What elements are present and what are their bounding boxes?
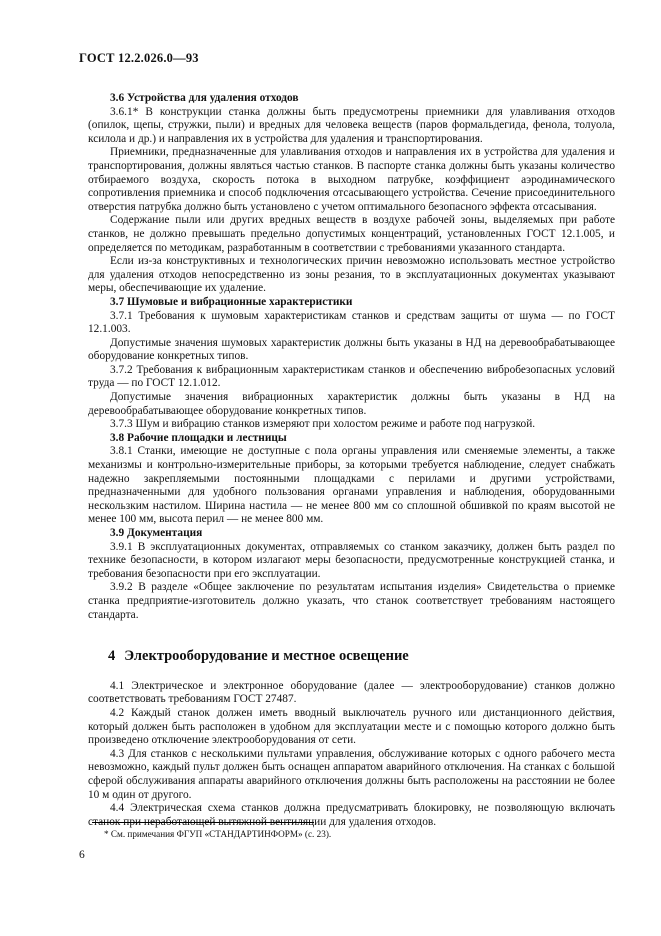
- footnote: * См. примечания ФГУП «СТАНДАРТИНФОРМ» (с. 23).: [104, 829, 332, 839]
- section-heading: 3.6 Устройства для удаления отходов: [110, 92, 299, 104]
- paragraph: 4.4 Электрическая схема станков должна предусматривать блокировку, не позволяющую включать станок при неработающей вытяжной вентиляции для удаления отходов.: [88, 802, 615, 828]
- section-heading: 3.7 Шумовые и вибрационные характеристики: [110, 295, 353, 308]
- paragraph: 3.9.2 В разделе «Общее заключение по результатам испытания изделия» Свидетельства о приемке станка предприятие-изготовитель должно указать, что станок соответствует требованиям настоящего стандарта.: [88, 581, 615, 621]
- section-heading: 3.8 Рабочие площадки и лестницы: [110, 431, 287, 444]
- section-heading: 3.9 Документация: [110, 527, 203, 539]
- chapter-number: 4: [108, 648, 116, 665]
- paragraph: 4.2 Каждый станок должен иметь вводный выключатель ручного или дистанционного действия, который должен быть расположен в удобном для эксплуатации месте и с помощью которого должно быть произведено отключение электрооборудования от сети.: [88, 706, 615, 747]
- paragraph: Допустимые значения шумовых характеристик должны быть указаны в НД на деревообрабатывающее оборудование конкретных типов.: [88, 336, 615, 363]
- paragraph: Содержание пыли или других вредных веществ в воздухе рабочей зоны, выделяемых при работе станков, не должно превышать предельно допустимых концентраций, установленных ГОСТ 12.1.005, и определяется по методикам, разработанным в соответствии с требованиями указанного стандарта.: [88, 214, 615, 254]
- document-body: [88, 92, 615, 829]
- paragraph: Приемники, предназначенные для улавливания отходов и направления их в устройства для удаления и транспортирования, должны являться частью станков. В паспорте станка должны быть указаны количество отбираемого воздуха, скорость потока в выходном патрубке, коэффициент аэродинамического сопротивления приемника и способ подключения отсасывающего устройства. Сечение присоединительного отверстия патрубка должно быть установлено с учетом оптимального безопасного эффекта отсасывания.: [88, 146, 615, 213]
- page-number: 6: [79, 849, 85, 861]
- paragraph: 3.7.1 Требования к шумовым характеристикам станков и средствам защиты от шума — по ГОСТ 12.1.003.: [88, 309, 615, 336]
- paragraph: 3.8.1 Станки, имеющие не доступные с пола органы управления или сменяемые элементы, а также механизмы и контрольно-измерительные приборы, за которыми требуется наблюдение, следует снабжать надежно закрепляемыми постоянными площадками с перилами и другими устройствами, предназначенными для удобного пользования органами управления и наблюдения, оборудованными нескользким настилом. Ширина настила — не менее 800 мм со сплошной обшивкой по краям высотой не менее 100 мм, высота перил — не менее 800 мм.: [88, 445, 615, 526]
- paragraph: Допустимые значения вибрационных характеристик должны быть указаны в НД на деревообрабатывающее оборудование конкретных типов.: [88, 391, 615, 417]
- paragraph: 3.7.2 Требования к вибрационным характеристикам станков и обеспечению вибробезопасных условий труда — по ГОСТ 12.1.012.: [88, 363, 615, 390]
- paragraph: Если из-за конструктивных и технологических причин невозможно использовать местное устройство для удаления отходов непосредственно из зоны резания, то в эксплуатационных документах указывают меры, обеспечивающие их удаление.: [88, 255, 615, 295]
- paragraph: 3.7.3 Шум и вибрацию станков измеряют при холостом режиме и работе под нагрузкой.: [110, 418, 536, 431]
- paragraph: 4.1 Электрическое и электронное оборудование (далее — электрооборудование) станков должно соответствовать требованиям ГОСТ 27487.: [88, 679, 615, 706]
- chapter-heading: [108, 650, 615, 664]
- paragraph: 3.9.1 В эксплуатационных документах, отправляемых со станком заказчику, должен быть раздел по технике безопасности, в котором излагают меры безопасности, предусмотренные конструкцией станка, и требования безопасности при его эксплуатации.: [88, 540, 615, 580]
- chapter-title: Электрооборудование и местное освещение: [124, 648, 409, 665]
- footnote-rule: [92, 822, 314, 823]
- paragraph: 4.3 Для станков с несколькими пультами управления, обслуживание которых с одного рабочего места невозможно, каждый пульт должен быть оснащен аппаратом аварийного отключения. На станках с большой сферой обслуживания аппараты аварийного отключения должны быть расположены на расстоянии не более 10 м один от другого.: [88, 747, 615, 801]
- document-header: ГОСТ 12.2.026.0—93: [79, 51, 199, 65]
- paragraph: 3.6.1* В конструкции станка должны быть предусмотрены приемники для улавливания отходов (опилок, щепы, стружки, пыли) и вредных для человека веществ (паров формальдегида, фенола, толуола, ксилола и др.) и направления их в устройства для удаления и транспортирования.: [88, 105, 615, 145]
